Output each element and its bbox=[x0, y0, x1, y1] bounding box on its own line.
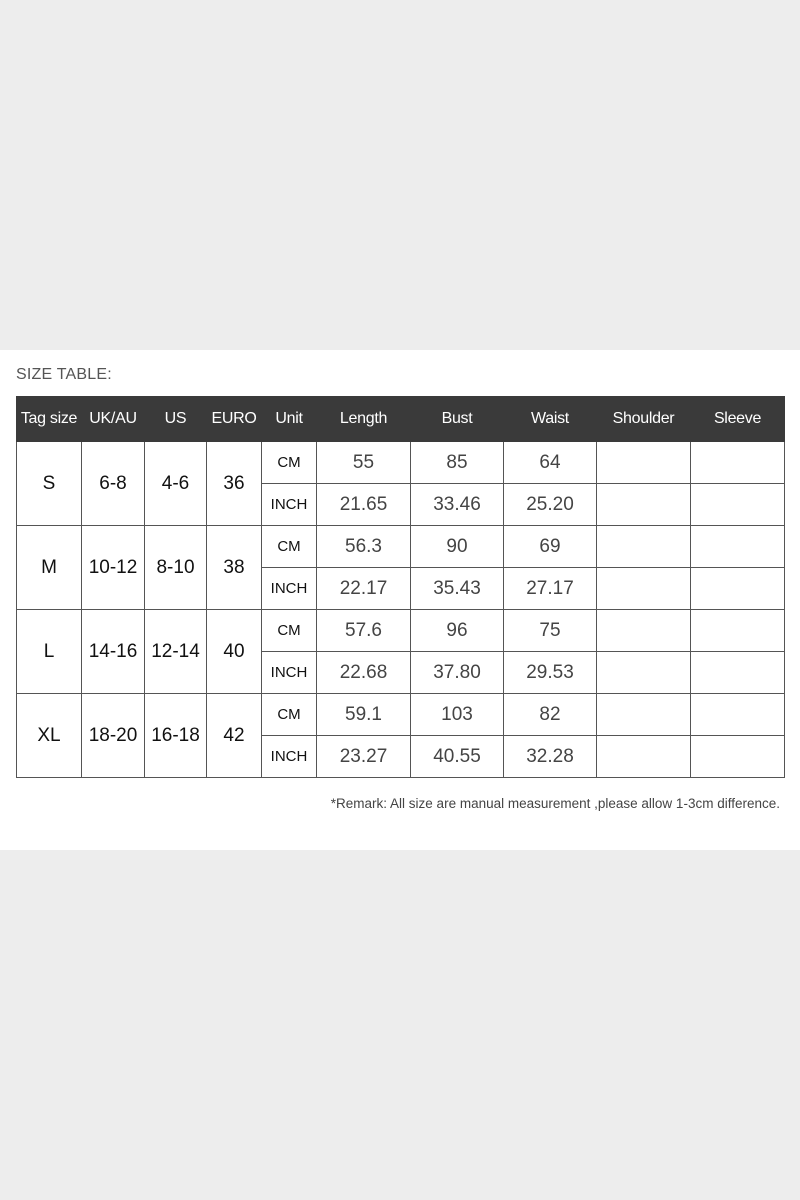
sleeve-cell bbox=[691, 484, 785, 526]
bust-cell: 35.43 bbox=[411, 568, 504, 610]
tag-size-cell: M bbox=[17, 526, 82, 610]
bust-cell: 37.80 bbox=[411, 652, 504, 694]
shoulder-cell bbox=[597, 526, 691, 568]
length-cell: 22.68 bbox=[317, 652, 411, 694]
size-table bbox=[16, 396, 785, 778]
header-us: US bbox=[145, 397, 207, 442]
sleeve-cell bbox=[691, 694, 785, 736]
sleeve-cell bbox=[691, 736, 785, 778]
shoulder-cell bbox=[597, 610, 691, 652]
header-shoulder: Shoulder bbox=[597, 397, 691, 442]
us-cell: 4-6 bbox=[145, 442, 207, 526]
unit-cell: CM bbox=[262, 442, 317, 484]
sleeve-cell bbox=[691, 610, 785, 652]
waist-cell: 27.17 bbox=[504, 568, 597, 610]
length-cell: 59.1 bbox=[317, 694, 411, 736]
unit-cell: CM bbox=[262, 526, 317, 568]
uk-au-cell: 10-12 bbox=[82, 526, 145, 610]
tag-size-cell: L bbox=[17, 610, 82, 694]
sleeve-cell bbox=[691, 442, 785, 484]
header-waist: Waist bbox=[504, 397, 597, 442]
table-row bbox=[17, 526, 785, 568]
bust-cell: 103 bbox=[411, 694, 504, 736]
unit-cell: INCH bbox=[262, 484, 317, 526]
euro-cell: 36 bbox=[207, 442, 262, 526]
waist-cell: 29.53 bbox=[504, 652, 597, 694]
length-cell: 55 bbox=[317, 442, 411, 484]
uk-au-cell: 14-16 bbox=[82, 610, 145, 694]
measurement-remark: *Remark: All size are manual measurement ,please allow 1-3cm difference. bbox=[330, 796, 780, 811]
table-row bbox=[17, 442, 785, 484]
waist-cell: 32.28 bbox=[504, 736, 597, 778]
shoulder-cell bbox=[597, 568, 691, 610]
sleeve-cell bbox=[691, 568, 785, 610]
waist-cell: 75 bbox=[504, 610, 597, 652]
header-sleeve: Sleeve bbox=[691, 397, 785, 442]
bust-cell: 33.46 bbox=[411, 484, 504, 526]
unit-cell: CM bbox=[262, 610, 317, 652]
header-unit: Unit bbox=[262, 397, 317, 442]
sleeve-cell bbox=[691, 526, 785, 568]
header-euro: EURO bbox=[207, 397, 262, 442]
header-tag-size: Tag size bbox=[17, 397, 82, 442]
uk-au-cell: 6-8 bbox=[82, 442, 145, 526]
bust-cell: 40.55 bbox=[411, 736, 504, 778]
waist-cell: 25.20 bbox=[504, 484, 597, 526]
uk-au-cell: 18-20 bbox=[82, 694, 145, 778]
shoulder-cell bbox=[597, 484, 691, 526]
unit-cell: INCH bbox=[262, 568, 317, 610]
shoulder-cell bbox=[597, 442, 691, 484]
waist-cell: 82 bbox=[504, 694, 597, 736]
euro-cell: 42 bbox=[207, 694, 262, 778]
header-uk-au: UK/AU bbox=[82, 397, 145, 442]
us-cell: 16-18 bbox=[145, 694, 207, 778]
length-cell: 22.17 bbox=[317, 568, 411, 610]
header-bust: Bust bbox=[411, 397, 504, 442]
sleeve-cell bbox=[691, 652, 785, 694]
waist-cell: 64 bbox=[504, 442, 597, 484]
header-length: Length bbox=[317, 397, 411, 442]
us-cell: 8-10 bbox=[145, 526, 207, 610]
unit-cell: CM bbox=[262, 694, 317, 736]
size-table-title: SIZE TABLE: bbox=[16, 366, 112, 383]
table-row bbox=[17, 694, 785, 736]
shoulder-cell bbox=[597, 736, 691, 778]
unit-cell: INCH bbox=[262, 652, 317, 694]
shoulder-cell bbox=[597, 652, 691, 694]
unit-cell: INCH bbox=[262, 736, 317, 778]
waist-cell: 69 bbox=[504, 526, 597, 568]
bust-cell: 96 bbox=[411, 610, 504, 652]
shoulder-cell bbox=[597, 694, 691, 736]
us-cell: 12-14 bbox=[145, 610, 207, 694]
length-cell: 57.6 bbox=[317, 610, 411, 652]
tag-size-cell: S bbox=[17, 442, 82, 526]
length-cell: 23.27 bbox=[317, 736, 411, 778]
euro-cell: 40 bbox=[207, 610, 262, 694]
length-cell: 56.3 bbox=[317, 526, 411, 568]
table-row bbox=[17, 610, 785, 652]
euro-cell: 38 bbox=[207, 526, 262, 610]
tag-size-cell: XL bbox=[17, 694, 82, 778]
size-chart-panel bbox=[0, 350, 800, 850]
bust-cell: 90 bbox=[411, 526, 504, 568]
header-row bbox=[17, 397, 785, 442]
bust-cell: 85 bbox=[411, 442, 504, 484]
length-cell: 21.65 bbox=[317, 484, 411, 526]
